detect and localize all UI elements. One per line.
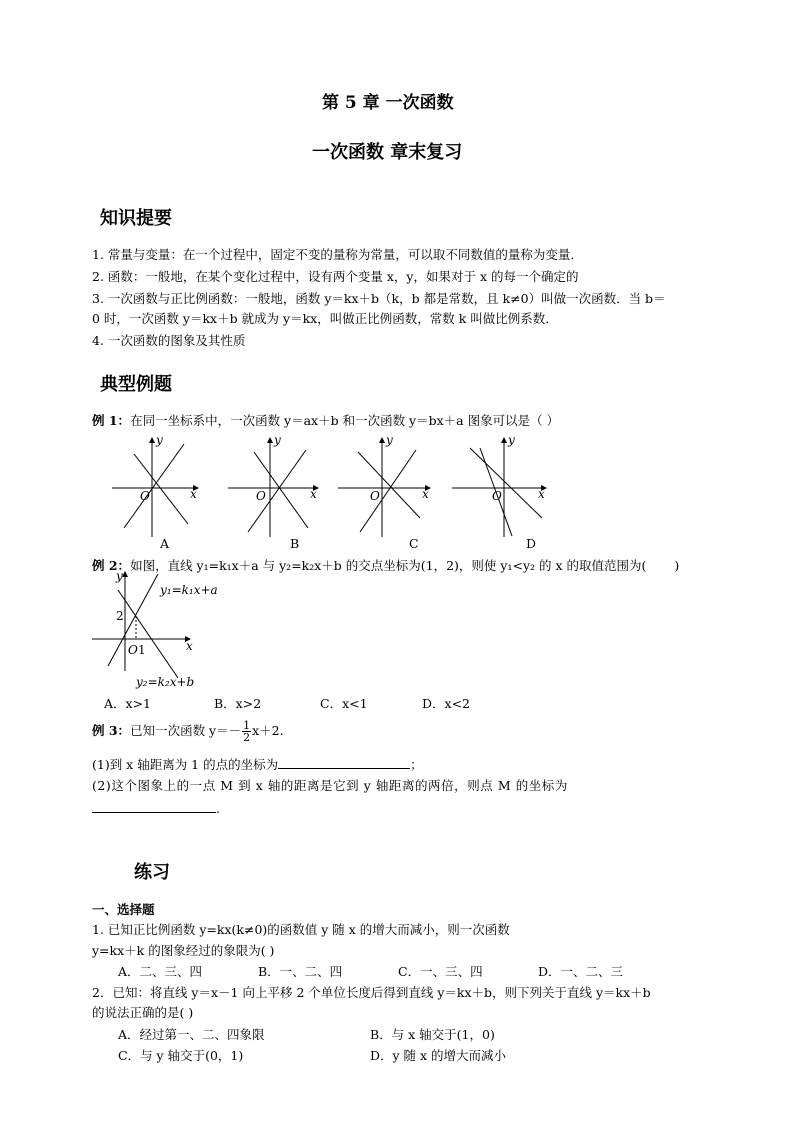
knowledge-item: 4. 一次函数的图象及其性质 [92,333,246,348]
example-1-text: 在同一坐标系中，一次函数 y＝ax＋b 和一次函数 y＝bx＋a 图象可以是（ ） [130,413,560,428]
example-3-question [92,720,284,743]
practice-q2-option-d: D．y 随 x 的增大而减小 [370,1048,507,1063]
knowledge-item: 0 时，一次函数 y＝kx＋b 就成为 y＝kx，叫做正比例函数，常数 k 叫做比例系数． [92,311,558,326]
example-1-question [92,411,559,429]
line-2 [360,450,416,532]
line-y2 [118,590,178,678]
y-label: y [508,433,515,447]
x-label: x [538,487,545,501]
knowledge-item: 1. 常量与变量：在一个过程中，固定不变的量称为常量，可以取不同数值的量称为变量． [92,247,583,262]
example-3-q1 [92,754,423,773]
example-3-text-pre: 已知一次函数 y＝－ [130,723,242,738]
example-2-label: 例 2： [92,558,131,573]
practice-q2-line1: 2．已知：将直线 y＝x－1 向上平移 2 个单位长度后得到直线 y＝kx＋b，则下列关于直线 y＝kx＋b [92,985,651,1000]
practice-q1-option-d: D．一、二、三 [538,964,624,979]
example-3-q2-answer [92,798,220,816]
knowledge-item: 2. 函数：一般地，在某个变化过程中，设有两个变量 x，y，如果对于 x 的每一个确定的 [92,269,579,284]
y-label: y [116,569,123,583]
practice-q1-line2: y=kx＋k 的图象经过的象限为( ) [92,943,275,958]
line-2 [124,444,184,528]
y-label: y [386,433,393,447]
x-label: x [310,487,317,501]
example-3-label: 例 3： [92,723,131,738]
example-3-q1-text: (1)到 x 轴距离为 1 的点的坐标为 [92,757,279,772]
graph-d [452,433,546,537]
example-2-graph [90,566,240,696]
practice-q1-option-a: A．二、三、四 [118,964,203,979]
origin-label: O [492,489,502,503]
ex2-option-c: C．x<1 [320,696,368,711]
y-label: y [156,433,163,447]
tick-x-1: 1 [138,643,146,657]
line-1 [358,452,420,518]
practice-q1-option-b: B．一、二、四 [258,964,343,979]
section-heading-examples: 典型例题 [100,374,172,395]
practice-q2-option-a: A．经过第一、二、四象限 [118,1027,265,1042]
y-label: y [274,433,281,447]
graph-c [338,433,430,537]
graph-a [112,433,198,537]
ex2-option-a: A．x>1 [104,696,152,711]
line-y2-label: y₂=k₂x+b [136,675,195,689]
origin-label: O [140,489,150,503]
origin-label: O [370,489,380,503]
example-2-text: 如图，直线 y₁=k₁x＋a 与 y₂=k₂x＋b 的交点坐标为(1，2)，则使 y₁<y₂ 的 x 的取值范围为( [130,558,647,573]
section-heading-practice: 练习 [134,862,170,883]
line-1 [470,448,542,518]
example-3-text-post: x＋2. [252,723,284,738]
line-y1-label: y₁=k₁x+a [160,583,218,597]
fraction-numerator: 1 [243,719,251,732]
example-3-q2-end: . [216,801,220,816]
ex2-option-b: B．x>2 [214,696,262,711]
ex2-option-d: D．x<2 [422,696,470,711]
example-3-q1-end: ； [410,757,423,772]
answer-blank-2[interactable] [92,798,216,813]
practice-q2-option-c: C．与 y 轴交于(0，1) [118,1048,244,1063]
practice-q2-option-b: B．与 x 轴交于(1，0) [370,1027,495,1042]
fraction-denominator: 2 [243,731,251,744]
section-heading-knowledge: 知识提要 [100,208,172,229]
practice-q1-line1: 1. 已知正比例函数 y=kx(k≠0)的函数值 y 随 x 的增大而减小，则一次函数 [92,922,510,937]
practice-q2-line2: 的说法正确的是( ) [92,1005,194,1020]
practice-q1-option-c: C．一、三、四 [398,964,483,979]
tick-y-2: 2 [116,609,124,623]
origin-label: O [256,489,266,503]
option-a-label: A [160,536,170,551]
fraction-one-half [242,720,251,743]
origin-label: O [128,643,138,657]
option-c-label: C [409,536,419,551]
chapter-title: 第 5 章 一次函数 [322,93,454,113]
example-1-label: 例 1： [92,413,131,428]
x-label: x [422,487,429,501]
graph-b [228,433,318,537]
option-d-label: D [526,536,537,551]
knowledge-item: 3. 一次函数与正比例函数：一般地，函数 y＝kx＋b（k，b 都是常数，且 k≠0）叫做一次函数．当 b＝ [92,291,666,306]
x-label: x [190,487,197,501]
x-label: x [186,639,193,653]
page-title: 一次函数 章末复习 [312,142,463,163]
example-1-graphs [100,432,560,552]
answer-blank-1[interactable] [278,754,410,769]
section-choice-questions: 一、选择题 [92,902,155,917]
example-3-q2: (2)这个图象上的一点 M 到 x 轴的距离是它到 y 轴距离的两倍，则点 M 的坐标为 [92,778,568,793]
example-2-close-paren: ) [674,558,680,573]
option-b-label: B [290,536,300,551]
